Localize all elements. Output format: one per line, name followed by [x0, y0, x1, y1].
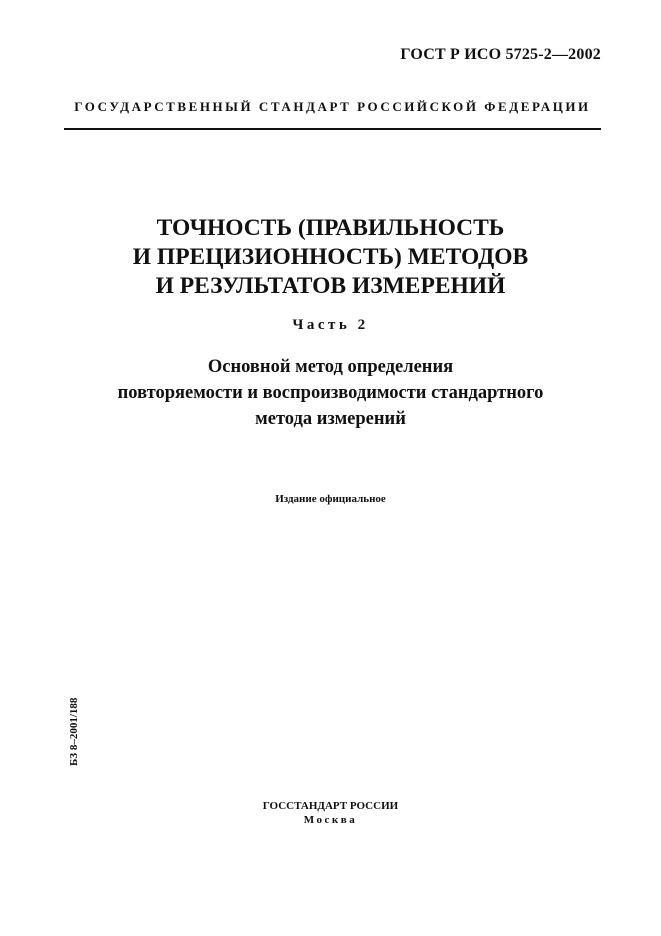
- document-subtitle: [0, 354, 661, 432]
- subtitle-line-1: Основной метод определения: [207, 357, 454, 377]
- title-line-1: ТОЧНОСТЬ (ПРАВИЛЬНОСТЬ: [156, 215, 505, 241]
- title-line-2: И ПРЕЦИЗИОННОСТЬ) МЕТОДОВ: [132, 244, 529, 270]
- publisher-city: Москва: [303, 814, 358, 826]
- document-title: [0, 214, 661, 301]
- publisher-name: ГОССТАНДАРТ РОССИИ: [262, 800, 399, 812]
- subtitle-line-2: повторяемости и воспроизводимости стандартного: [117, 383, 544, 403]
- org-header: ГОСУДАРСТВЕННЫЙ СТАНДАРТ РОССИЙСКОЙ ФЕДЕРАЦИИ: [74, 99, 591, 114]
- edition-note: Издание официальное: [275, 493, 386, 505]
- publisher-block: [0, 799, 661, 827]
- header-divider: [64, 128, 601, 130]
- part-label: Часть 2: [292, 317, 369, 333]
- subtitle-line-3: метода измерений: [255, 409, 406, 429]
- title-line-3: И РЕЗУЛЬТАТОВ ИЗМЕРЕНИЙ: [155, 273, 506, 299]
- standard-number: ГОСТ Р ИСО 5725-2—2002: [400, 46, 601, 63]
- side-code: БЗ 8–2001/188: [68, 697, 80, 766]
